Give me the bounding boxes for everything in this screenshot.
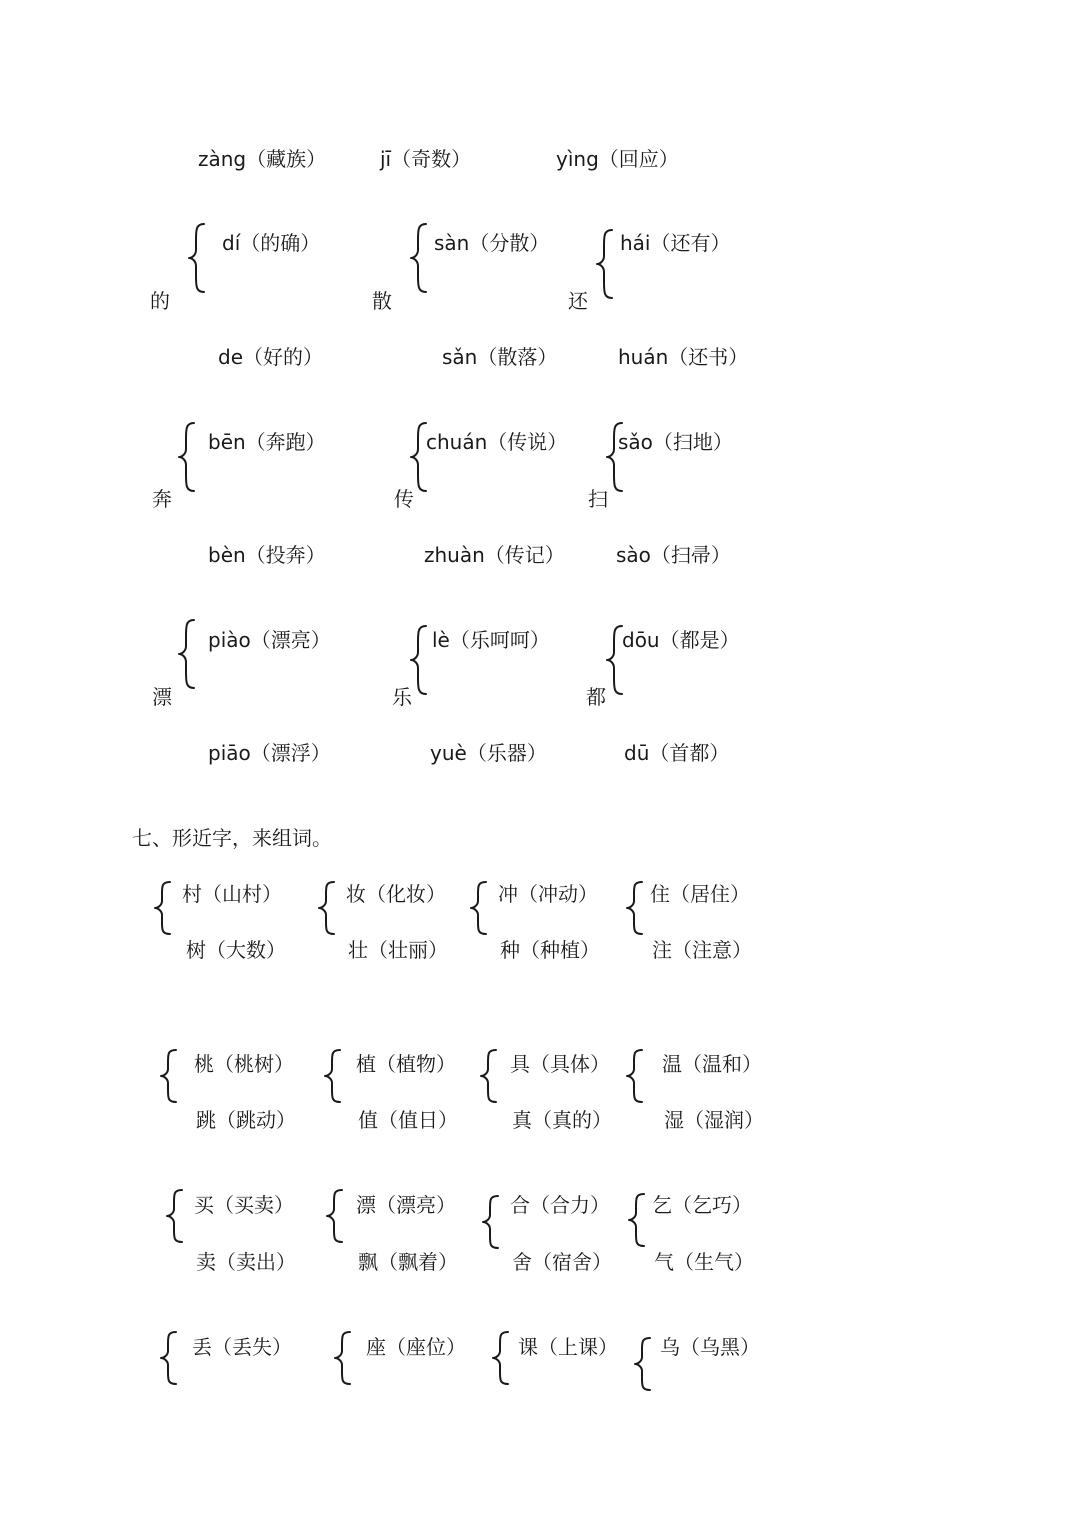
polyphone-char: 漂 [152,685,172,709]
pinyin-lower: huán（还书） [618,345,749,369]
brace-icon [624,1048,646,1104]
pinyin-lower: de（好的） [218,345,323,369]
pinyin-upper: dōu（都是） [622,628,740,652]
polyphone-char: 传 [394,487,414,511]
similar-upper: 冲（冲动） [498,882,598,906]
brace-icon [480,1194,502,1250]
similar-upper: 村（山村） [182,882,282,906]
similar-upper: 桃（桃树） [194,1052,294,1076]
brace-icon [186,222,208,294]
similar-upper: 住（居住） [650,882,750,906]
similar-upper: 漂（漂亮） [356,1193,456,1217]
pinyin-lower: piāo（漂浮） [208,741,331,765]
brace-icon [176,421,198,493]
polyphone-char: 奔 [152,487,172,511]
pinyin-entry: jī（奇数） [380,147,472,171]
brace-icon [322,1048,344,1104]
similar-upper: 植（植物） [356,1052,456,1076]
polyphone-char: 扫 [588,487,608,511]
brace-icon [624,880,646,936]
brace-icon [626,1192,648,1248]
pinyin-upper: bēn（奔跑） [208,430,326,454]
brace-icon [164,1188,186,1244]
pinyin-lower: dū（首都） [624,741,730,765]
pinyin-lower: zhuàn（传记） [424,543,565,567]
brace-icon [332,1330,354,1386]
brace-icon [324,1188,346,1244]
similar-upper: 丢（丢失） [192,1335,292,1359]
similar-upper: 座（座位） [366,1335,466,1359]
polyphone-char: 乐 [392,685,412,709]
polyphone-char: 都 [586,685,606,709]
brace-icon [632,1336,654,1392]
pinyin-lower: yuè（乐器） [430,741,547,765]
brace-icon [490,1330,512,1386]
similar-lower: 跳（跳动） [196,1108,296,1132]
brace-icon [316,880,338,936]
pinyin-lower: sào（扫帚） [616,543,731,567]
brace-icon [408,222,430,294]
similar-upper: 温（温和） [662,1052,762,1076]
brace-icon [158,1048,180,1104]
brace-icon [408,624,430,696]
brace-icon [594,228,616,300]
pinyin-lower: bèn（投奔） [208,543,326,567]
pinyin-upper: hái（还有） [620,231,731,255]
similar-upper: 具（具体） [510,1052,610,1076]
section-heading: 七、形近字，来组词。 [132,826,332,850]
similar-lower: 树（大数） [186,938,286,962]
pinyin-entry: yìng（回应） [556,147,679,171]
pinyin-upper: sàn（分散） [434,231,550,255]
similar-lower: 壮（壮丽） [348,938,448,962]
similar-lower: 种（种植） [500,938,600,962]
similar-lower: 值（值日） [358,1108,458,1132]
similar-lower: 卖（卖出） [196,1250,296,1274]
polyphone-char: 还 [568,289,588,313]
similar-upper: 乞（乞巧） [652,1193,752,1217]
pinyin-upper: dí（的确） [222,231,321,255]
similar-upper: 合（合力） [510,1193,610,1217]
similar-upper: 乌（乌黑） [660,1335,760,1359]
similar-lower: 湿（湿润） [664,1108,764,1132]
pinyin-upper: chuán（传说） [426,430,568,454]
similar-lower: 飘（飘着） [358,1250,458,1274]
similar-lower: 注（注意） [652,938,752,962]
brace-icon [478,1048,500,1104]
brace-icon [152,880,174,936]
similar-lower: 舍（宿舍） [512,1250,612,1274]
brace-icon [468,880,490,936]
polyphone-char: 散 [372,289,392,313]
similar-lower: 气（生气） [654,1250,754,1274]
pinyin-lower: sǎn（散落） [442,345,558,369]
pinyin-upper: lè（乐呵呵） [432,628,550,652]
pinyin-upper: piào（漂亮） [208,628,331,652]
similar-upper: 买（买卖） [194,1193,294,1217]
similar-upper: 妆（化妆） [346,882,446,906]
pinyin-entry: zàng（藏族） [198,147,327,171]
similar-lower: 真（真的） [512,1108,612,1132]
brace-icon [176,618,198,690]
brace-icon [158,1330,180,1386]
pinyin-upper: sǎo（扫地） [618,430,733,454]
polyphone-char: 的 [150,289,170,313]
similar-upper: 课（上课） [518,1335,618,1359]
